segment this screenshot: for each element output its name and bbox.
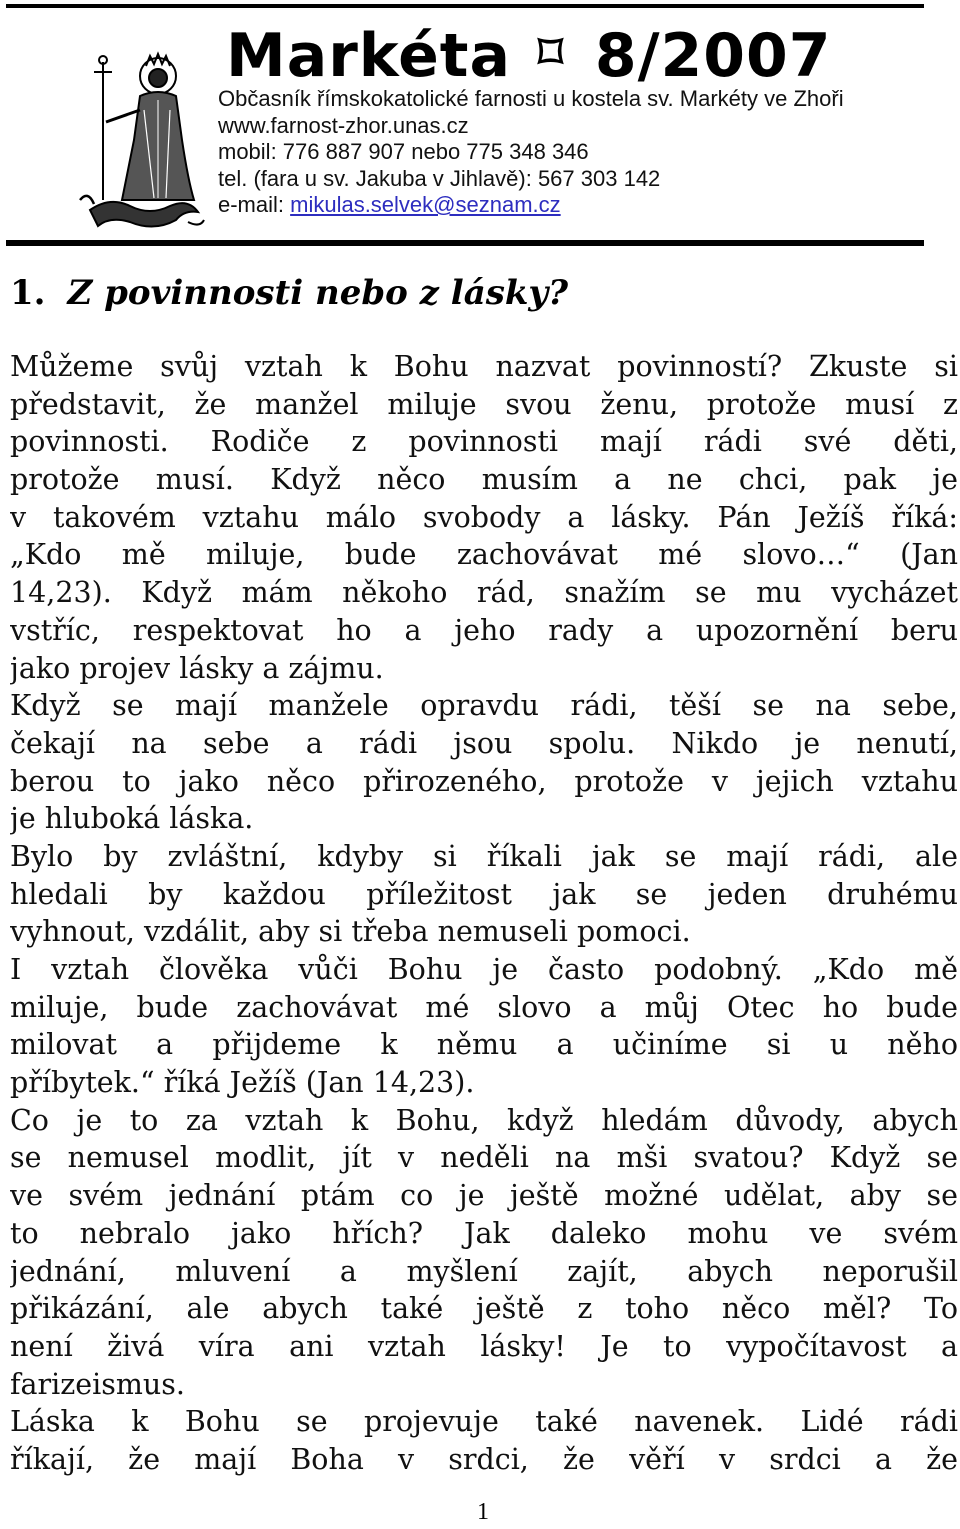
body-text-line: povinnosti. Rodiče z povinnosti mají rádi své děti, [10, 425, 958, 459]
newsletter-name: Markéta [226, 21, 511, 91]
website-link[interactable]: www.farnost-zhor.unas.cz [218, 112, 469, 138]
article-title: Z povinnosti nebo z lásky? [67, 273, 569, 313]
article-number: 1. [10, 273, 46, 313]
body-text-line: Bylo by zvláštní, kdyby si říkali jak se mají rádi, ale [10, 839, 958, 873]
body-text-line: představit, že manžel miluje svou ženu, protože musí z [10, 387, 958, 421]
masthead-subtitle: Občasník římskokatolické farnosti u kostela sv. Markéty ve Zhoři [218, 86, 844, 111]
masthead-contact [218, 86, 844, 219]
separator-icon: ⌑ [536, 24, 565, 82]
phone-number: tel. (fara u sv. Jakuba v Jihlavě): 567 303 142 [218, 165, 661, 191]
body-text-line: Láska k Bohu se projevuje také navenek. Lidé rádi [10, 1405, 958, 1439]
masthead-title [226, 18, 832, 91]
body-text-line: berou to jako něco přirozeného, protože v jejich vztahu [10, 764, 958, 798]
body-text-line: ve svém jednání ptám co je ještě možné udělat, aby se [10, 1179, 958, 1213]
issue-number: 8/2007 [594, 21, 832, 91]
body-text-line: hledali by každou příležitost jak se jeden druhému [10, 877, 958, 911]
masthead-top-rule [6, 4, 924, 8]
body-text-line: to nebralo jako hřích? Jak daleko mohu ve svém [10, 1216, 958, 1250]
saint-margaret-with-dragon-icon [70, 50, 210, 235]
body-text-line: milovat a přijdeme k němu a učiníme si u něho [10, 1028, 958, 1062]
body-text-line: v takovém vztahu málo svobody a lásky. Pán Ježíš říká: [10, 500, 958, 534]
body-text-line: čekají na sebe a rádi jsou spolu. Nikdo je nenutí, [10, 726, 958, 760]
body-text-line: Co je to za vztah k Bohu, když hledám důvody, abych [10, 1103, 958, 1137]
body-text-line: příbytek.“ říká Ježíš (Jan 14,23). [10, 1066, 475, 1100]
body-text-line: vyhnout, vzdálit, aby si třeba nemuseli pomoci. [10, 915, 691, 949]
body-text-line: přikázání, ale abych také ještě z toho něco měl? To [10, 1292, 958, 1326]
body-text-line: se nemusel modlit, jít v neděli na mši svatou? Když se [10, 1141, 958, 1175]
body-text-line: I vztah člověka vůči Bohu je často podobný. „Kdo mě [10, 953, 958, 986]
email-row [218, 192, 844, 219]
page-number: 1 [477, 1499, 489, 1525]
body-text-line: „Kdo mě miluje, bude zachovávat mé slovo…“ (Jan [10, 538, 958, 572]
body-text-line: Když se mají manžele opravdu rádi, těší se na sebe, [10, 689, 958, 723]
article-heading [10, 270, 568, 316]
email-label: e-mail: [218, 192, 291, 217]
email-link[interactable]: mikulas.selvek@seznam.cz [290, 192, 561, 217]
body-text-line: 14,23). Když mám někoho rád, snažím se mu vycházet [10, 576, 958, 610]
body-text-line: miluje, bude zachovávat mé slovo a můj Otec ho bude [10, 990, 958, 1024]
body-text-line: vstříc, respektovat ho a jeho rady a upozornění beru [10, 613, 958, 647]
article-body [10, 348, 958, 1479]
body-text-line: Můžeme svůj vztah k Bohu nazvat povinností? Zkuste si [10, 350, 958, 383]
masthead-bottom-rule [6, 240, 924, 246]
body-text-line: říkají, že mají Boha v srdci, že věří v srdci a že [10, 1442, 958, 1476]
body-text-line: protože musí. Když něco musím a ne chci, pak je [10, 463, 958, 497]
body-text-line: není živá víra ani vztah lásky! Je to vypočítavost a [10, 1329, 958, 1363]
body-text-line: farizeismus. [10, 1367, 185, 1401]
mobile-number: mobil: 776 887 907 nebo 775 348 346 [218, 139, 589, 164]
body-text-line: je hluboká láska. [10, 802, 254, 836]
body-text-line: jako projev lásky a zájmu. [10, 651, 384, 685]
body-text-line: jednání, mluvení a myšlení zajít, abych neporušil [10, 1254, 958, 1288]
